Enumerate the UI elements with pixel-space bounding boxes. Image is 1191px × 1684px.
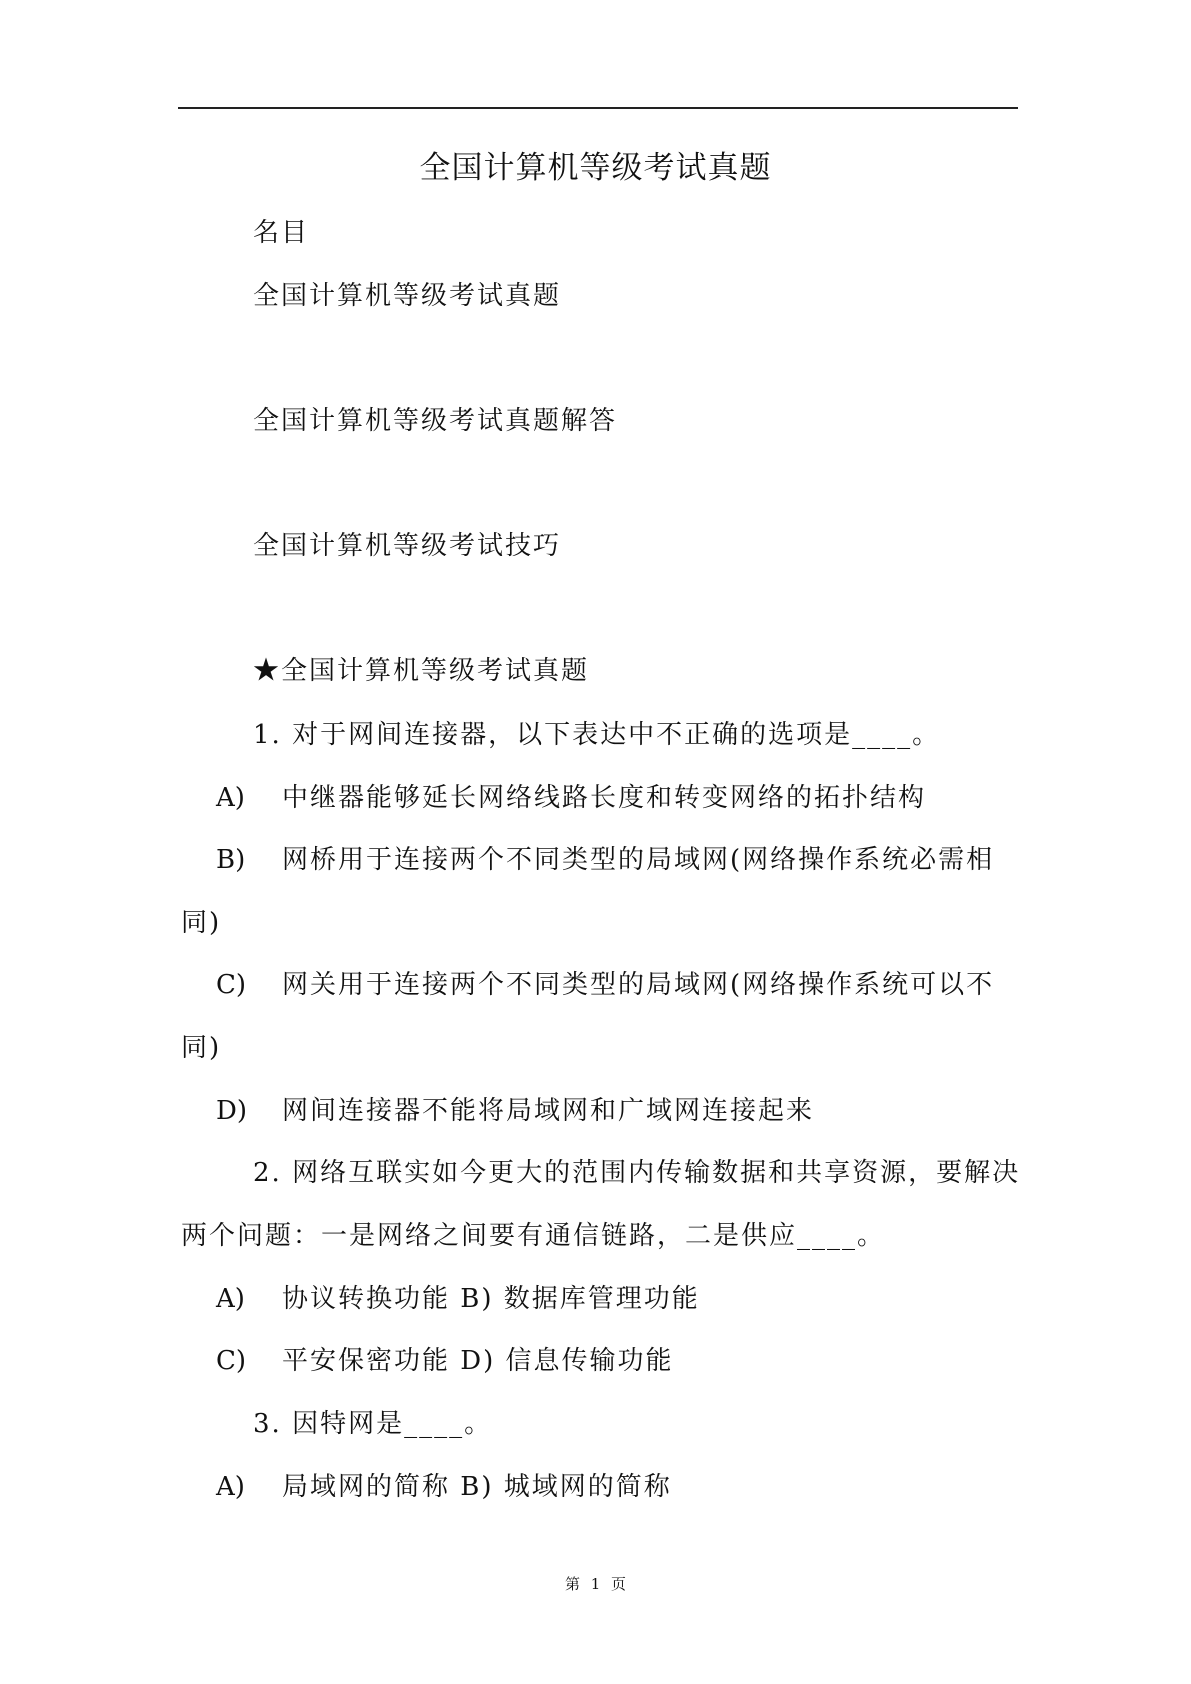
question-2-option-ab (216, 1281, 700, 1317)
option-text: 网间连接器不能将局域网和广域网连接起来 (282, 1096, 815, 1126)
header-rule (178, 107, 1018, 109)
question-3-option-ab (216, 1469, 672, 1505)
question-1-option-b (216, 842, 994, 878)
toc-item[interactable]: 全国计算机等级考试真题解答 (253, 406, 618, 436)
question-1-stem: 1. 对于网间连接器，以下表达中不正确的选项是____。 (253, 720, 941, 750)
question-1-option-d (216, 1093, 814, 1129)
option-letter: C) (216, 1346, 247, 1376)
option-continuation: 同) (181, 1033, 222, 1063)
option-letter: C) (216, 970, 247, 1000)
option-letter: B) (216, 845, 246, 875)
option-letter: D) (216, 1096, 247, 1126)
document-title: 全国计算机等级考试真题 (419, 150, 772, 186)
question-3-stem: 3. 因特网是____。 (253, 1409, 493, 1439)
option-text: 协议转换功能 B) 数据库管理功能 (282, 1284, 700, 1314)
toc-item[interactable]: 全国计算机等级考试技巧 (253, 531, 562, 561)
page-number: 第 1 页 (564, 1575, 627, 1593)
question-2-stem: 2. 网络互联实如今更大的范围内传输数据和共享资源，要解决 (253, 1158, 1021, 1188)
section-heading: ★全国计算机等级考试真题 (253, 656, 590, 686)
option-letter: A) (216, 1472, 245, 1502)
toc-heading: 名目 (253, 218, 310, 248)
option-continuation: 同) (181, 908, 222, 938)
option-letter: A) (216, 1284, 245, 1314)
question-1-option-a (216, 780, 926, 816)
option-text: 网关用于连接两个不同类型的局域网(网络操作系统可以不 (282, 970, 995, 1000)
option-letter: A) (216, 783, 245, 813)
toc-item[interactable]: 全国计算机等级考试真题 (253, 281, 562, 311)
option-text: 网桥用于连接两个不同类型的局域网(网络操作系统必需相 (282, 845, 995, 875)
option-text: 中继器能够延长网络线路长度和转变网络的拓扑结构 (282, 783, 927, 813)
option-text: 局域网的简称 B) 城域网的简称 (282, 1472, 672, 1502)
question-1-option-c (216, 967, 994, 1003)
option-text: 平安保密功能 D) 信息传输功能 (282, 1346, 674, 1376)
question-2-option-cd (216, 1343, 674, 1379)
question-2-stem-continuation: 两个问题：一是网络之间要有通信链路，二是供应____。 (181, 1221, 886, 1251)
